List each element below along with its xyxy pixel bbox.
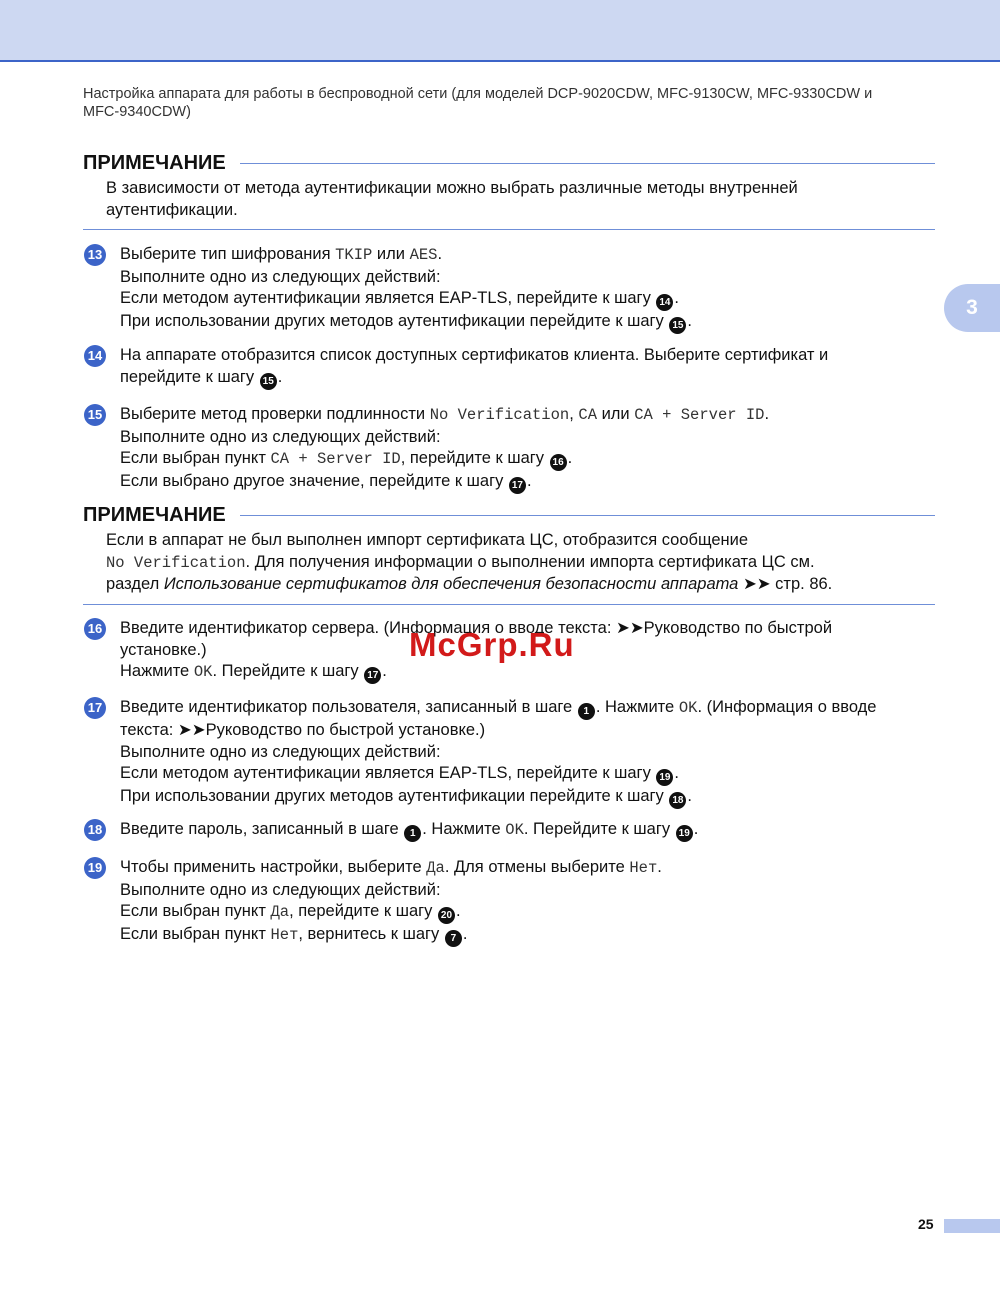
step-line: установке.)	[120, 640, 207, 659]
step-ref-19: 19	[656, 769, 673, 786]
step-number-19: 19	[84, 857, 106, 879]
step-13	[84, 244, 936, 334]
step-19	[84, 857, 936, 947]
note-text-line: Если в аппарат не был выполнен импорт сертификата ЦС, отобразится сообщение	[106, 531, 749, 549]
note-title: ПРИМЕЧАНИЕ	[83, 504, 226, 526]
step-line: Если методом аутентификации является EAP-TLS, перейдите к шагу 19 .	[120, 763, 936, 786]
note-rule	[240, 515, 935, 516]
page-number: 25	[918, 1216, 934, 1232]
note-bottom-rule	[83, 229, 935, 230]
step-line: перейдите к шагу 15 .	[120, 367, 936, 390]
step-line: Выполните одно из следующих действий:	[120, 742, 441, 761]
step-14	[84, 345, 936, 390]
note-body	[106, 530, 935, 596]
step-number-13: 13	[84, 244, 106, 266]
option-no-verification: No Verification	[429, 406, 570, 424]
note-body	[106, 178, 935, 221]
step-line: текста: ➤➤Руководство по быстрой установке.)	[120, 721, 486, 739]
step-line: Выберите метод проверки подлинности No Verification, CA или CA + Server ID.	[120, 405, 770, 424]
step-ref-14: 14	[656, 294, 673, 311]
step-ref-16: 16	[550, 454, 567, 471]
step-line: Выполните одно из следующих действий:	[120, 427, 441, 446]
step-ref-7: 7	[445, 930, 462, 947]
header-line-1: Настройка аппарата для работы в беспроводной сети (для моделей DCP-9020CDW, MFC-9130CW, MFC-9330CDW и	[83, 86, 873, 102]
step-number-15: 15	[84, 404, 106, 426]
chapter-tab: 3	[944, 284, 1000, 332]
step-ref-15: 15	[260, 373, 277, 390]
note-box-1	[83, 151, 935, 230]
step-line: Если методом аутентификации является EAP-TLS, перейдите к шагу 14 .	[120, 288, 936, 311]
step-number-17: 17	[84, 697, 106, 719]
option-ca-server-id: CA + Server ID	[634, 406, 765, 424]
step-number-14: 14	[84, 345, 106, 367]
step-line: Выберите тип шифрования TKIP или AES.	[120, 245, 443, 264]
step-line: Если выбран пункт Да, перейдите к шагу 20 .	[120, 901, 936, 924]
step-ref-1: 1	[578, 703, 595, 720]
step-number-18: 18	[84, 819, 106, 841]
step-ref-15: 15	[669, 317, 686, 334]
note-text-line: аутентификации.	[106, 200, 238, 219]
option-ca: CA	[578, 406, 597, 424]
step-ref-18: 18	[669, 792, 686, 809]
note-text-line: В зависимости от метода аутентификации можно выбрать различные методы внутренней	[106, 179, 798, 197]
option-no: Нет	[629, 859, 658, 877]
step-line: На аппарате отобразится список доступных сертификатов клиента. Выберите сертификат и	[120, 346, 829, 364]
step-ref-19: 19	[676, 825, 693, 842]
page-number-bar	[944, 1219, 1000, 1233]
step-line: Если выбран пункт Нет, вернитесь к шагу 7 .	[120, 924, 936, 947]
step-ref-17: 17	[364, 667, 381, 684]
step-line: Введите идентификатор сервера. (Информация о вводе текста: ➤➤Руководство по быстрой	[120, 619, 833, 637]
step-line: Выполните одно из следующих действий:	[120, 880, 441, 899]
note-text-line: No Verification. Для получения информации о выполнении импорта сертификата ЦС см.	[106, 552, 815, 572]
watermark: McGrp.Ru	[409, 626, 575, 663]
top-band	[0, 0, 1000, 62]
step-line: Чтобы применить настройки, выберите Да. Для отмены выберите Нет.	[120, 858, 662, 877]
note-box-2	[83, 503, 935, 605]
step-17	[84, 697, 936, 809]
step-ref-1: 1	[404, 825, 421, 842]
cross-reference-link[interactable]: Использование сертификатов для обеспечения безопасности аппарата	[163, 575, 739, 593]
option-yes: Да	[426, 859, 445, 877]
step-line: Выполните одно из следующих действий:	[120, 267, 441, 286]
step-15	[84, 404, 936, 494]
step-ref-17: 17	[509, 477, 526, 494]
step-line: Если выбран пункт CA + Server ID, перейдите к шагу 16 .	[120, 448, 936, 471]
step-line: Введите идентификатор пользователя, записанный в шаге 1 . Нажмите OK. (Информация о вводе	[120, 697, 936, 720]
step-number-16: 16	[84, 618, 106, 640]
header-line-2: MFC-9340CDW)	[83, 104, 191, 120]
step-line: Введите пароль, записанный в шаге 1 . Нажмите OK. Перейдите к шагу 19 .	[120, 819, 936, 842]
step-line: Нажмите OK. Перейдите к шагу 17 .	[120, 661, 936, 684]
step-ref-20: 20	[438, 907, 455, 924]
step-line: При использовании других методов аутентификации перейдите к шагу 15 .	[120, 311, 936, 334]
step-line: Если выбрано другое значение, перейдите к шагу 17 .	[120, 471, 936, 494]
note-title: ПРИМЕЧАНИЕ	[83, 152, 226, 174]
option-tkip: TKIP	[335, 246, 373, 264]
note-rule	[240, 163, 935, 164]
option-aes: AES	[409, 246, 438, 264]
running-header	[83, 85, 923, 121]
step-line: При использовании других методов аутентификации перейдите к шагу 18 .	[120, 786, 936, 809]
step-18	[84, 819, 936, 842]
note-text-line: раздел Использование сертификатов для обеспечения безопасности аппарата ➤➤ стр. 86.	[106, 575, 833, 593]
note-bottom-rule	[83, 604, 935, 605]
